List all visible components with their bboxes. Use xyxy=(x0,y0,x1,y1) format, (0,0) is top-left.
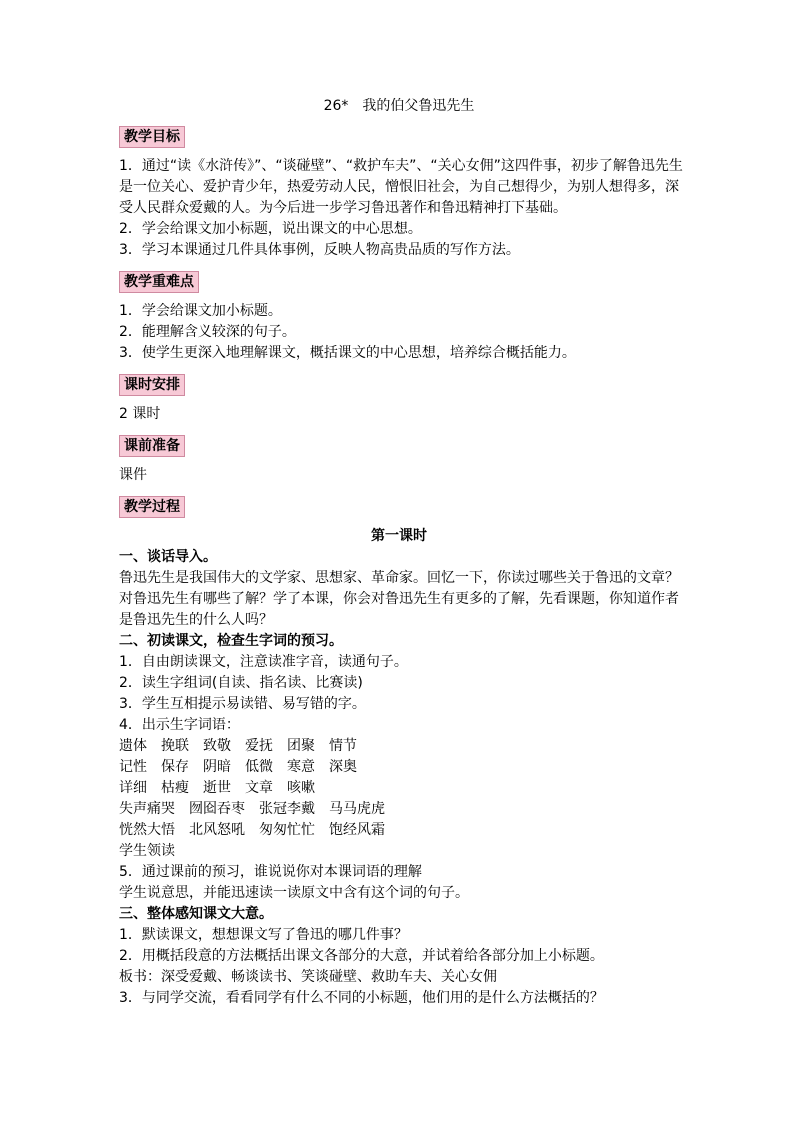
vocab-word: 张冠李戴 xyxy=(259,801,315,817)
vocab-word: 低微 xyxy=(245,759,273,775)
section-label-goals: 教学目标 xyxy=(119,126,185,148)
vocab-word: 情节 xyxy=(329,738,357,754)
vocab-row xyxy=(119,799,665,820)
vocab-word: 失声痛哭 xyxy=(119,801,175,817)
keypoints-line: 3．使学生更深入地理解课文，概括课文的中心思想，培养综合概括能力。 xyxy=(119,345,576,361)
section-label-process: 教学过程 xyxy=(119,496,185,518)
vocab-word: 深奥 xyxy=(329,759,357,775)
part1-line: 对鲁迅先生有哪些了解？学了本课，你会对鲁迅先生有更多的了解，先看课题，你知道作者 xyxy=(119,591,679,607)
part3-line: 板书：深受爱戴、畅谈读书、笑谈碰壁、救助车夫、关心女佣 xyxy=(119,969,497,985)
goals-line: 是一位关心、爱护青少年，热爱劳动人民，憎恨旧社会，为自己想得少，为别人想得多，深 xyxy=(119,179,679,195)
part2-after-line: 学生说意思，并能迅速读一读原文中含有这个词的句子。 xyxy=(119,885,469,901)
keypoints-list xyxy=(119,301,679,364)
vocab-word: 枯瘦 xyxy=(161,780,189,796)
vocab-word: 挽联 xyxy=(161,738,189,754)
section-label-keypoints: 教学重难点 xyxy=(119,271,199,293)
goals-line: 3．学习本课通过几件具体事例，反映人物高贵品质的写作方法。 xyxy=(119,242,520,258)
vocab-word: 记性 xyxy=(119,759,147,775)
vocab-word: 保存 xyxy=(161,759,189,775)
vocab-word: 逝世 xyxy=(203,780,231,796)
vocab-word: 咳嗽 xyxy=(287,780,315,796)
vocab-row xyxy=(119,820,665,841)
vocab-word: 致敬 xyxy=(203,738,231,754)
part2-after-line: 5．通过课前的预习，谁说说你对本课词语的理解 xyxy=(119,864,422,880)
vocab-row xyxy=(119,736,665,757)
vocab-word: 遗体 xyxy=(119,738,147,754)
page-title: 26* 我的伯父鲁迅先生 xyxy=(323,98,475,114)
part2-line: 1．自由朗读课文，注意读准字音，读通句子。 xyxy=(119,654,408,670)
section-label-schedule: 课时安排 xyxy=(119,374,185,396)
part3-line: 1．默读课文，想想课文写了鲁迅的哪几件事？ xyxy=(119,927,408,943)
part1-line: 鲁迅先生是我国伟大的文学家、思想家、革命家。回忆一下，你读过哪些关于鲁迅的文章？ xyxy=(119,570,679,586)
part2-after-line: 学生领读 xyxy=(119,843,175,859)
part2-line: 4．出示生字词语： xyxy=(119,717,240,733)
vocab-word: 阴暗 xyxy=(203,759,231,775)
part3-line: 2．用概括段意的方法概括出课文各部分的大意，并试着给各部分加上小标题。 xyxy=(119,948,604,964)
section-prep-header xyxy=(119,435,679,457)
goals-line: 1．通过“读《水浒传》”、“谈碰壁”、“救护车夫”、“关心女佣”这四件事，初步了解鲁迅先生 xyxy=(119,158,683,174)
vocab-row xyxy=(119,778,665,799)
vocab-word: 饱经风霜 xyxy=(329,822,385,838)
part2-line: 2．读生字组词(自读、指名读、比赛读) xyxy=(119,675,363,691)
part2-heading: 二、初读课文，检查生字词的预习。 xyxy=(119,633,343,649)
document-page xyxy=(119,96,683,1009)
part1-body xyxy=(119,568,679,631)
lesson-title: 第一课时 xyxy=(371,528,427,544)
part3-heading: 三、整体感知课文大意。 xyxy=(119,906,273,922)
vocab-word: 寒意 xyxy=(287,759,315,775)
part1-line: 是鲁迅先生的什么人吗？ xyxy=(119,612,273,628)
vocab-word: 北风怒吼 xyxy=(189,822,245,838)
vocab-list xyxy=(119,736,679,841)
part3-line: 3．与同学交流，看看同学有什么不同的小标题，他们用的是什么方法概括的？ xyxy=(119,990,604,1006)
section-schedule-header xyxy=(119,374,679,396)
goals-line: 受人民群众爱戴的人。为今后进一步学习鲁迅著作和鲁迅精神打下基础。 xyxy=(119,200,567,216)
prep-text: 课件 xyxy=(119,467,147,483)
part1-heading: 一、谈话导入。 xyxy=(119,549,217,565)
keypoints-line: 1．学会给课文加小标题。 xyxy=(119,303,282,319)
part3-body xyxy=(119,925,679,1009)
vocab-word: 文章 xyxy=(245,780,273,796)
vocab-word: 匆匆忙忙 xyxy=(259,822,315,838)
schedule-text: 2 课时 xyxy=(119,406,161,422)
part2-line: 3．学生互相提示易读错、易写错的字。 xyxy=(119,696,366,712)
keypoints-line: 2．能理解含义较深的句子。 xyxy=(119,324,296,340)
vocab-word: 马马虎虎 xyxy=(329,801,385,817)
section-label-prep: 课前准备 xyxy=(119,435,185,457)
part2-after xyxy=(119,841,679,904)
vocab-word: 详细 xyxy=(119,780,147,796)
vocab-word: 团聚 xyxy=(287,738,315,754)
goals-line: 2．学会给课文加小标题，说出课文的中心思想。 xyxy=(119,221,422,237)
vocab-word: 爱抚 xyxy=(245,738,273,754)
part2-body xyxy=(119,652,679,736)
section-process-header xyxy=(119,496,679,518)
vocab-row xyxy=(119,757,665,778)
vocab-word: 恍然大悟 xyxy=(119,822,175,838)
section-keypoints-header xyxy=(119,271,679,293)
section-goals-header xyxy=(119,126,679,148)
goals-list xyxy=(119,156,683,261)
vocab-word: 囫囵吞枣 xyxy=(189,801,245,817)
